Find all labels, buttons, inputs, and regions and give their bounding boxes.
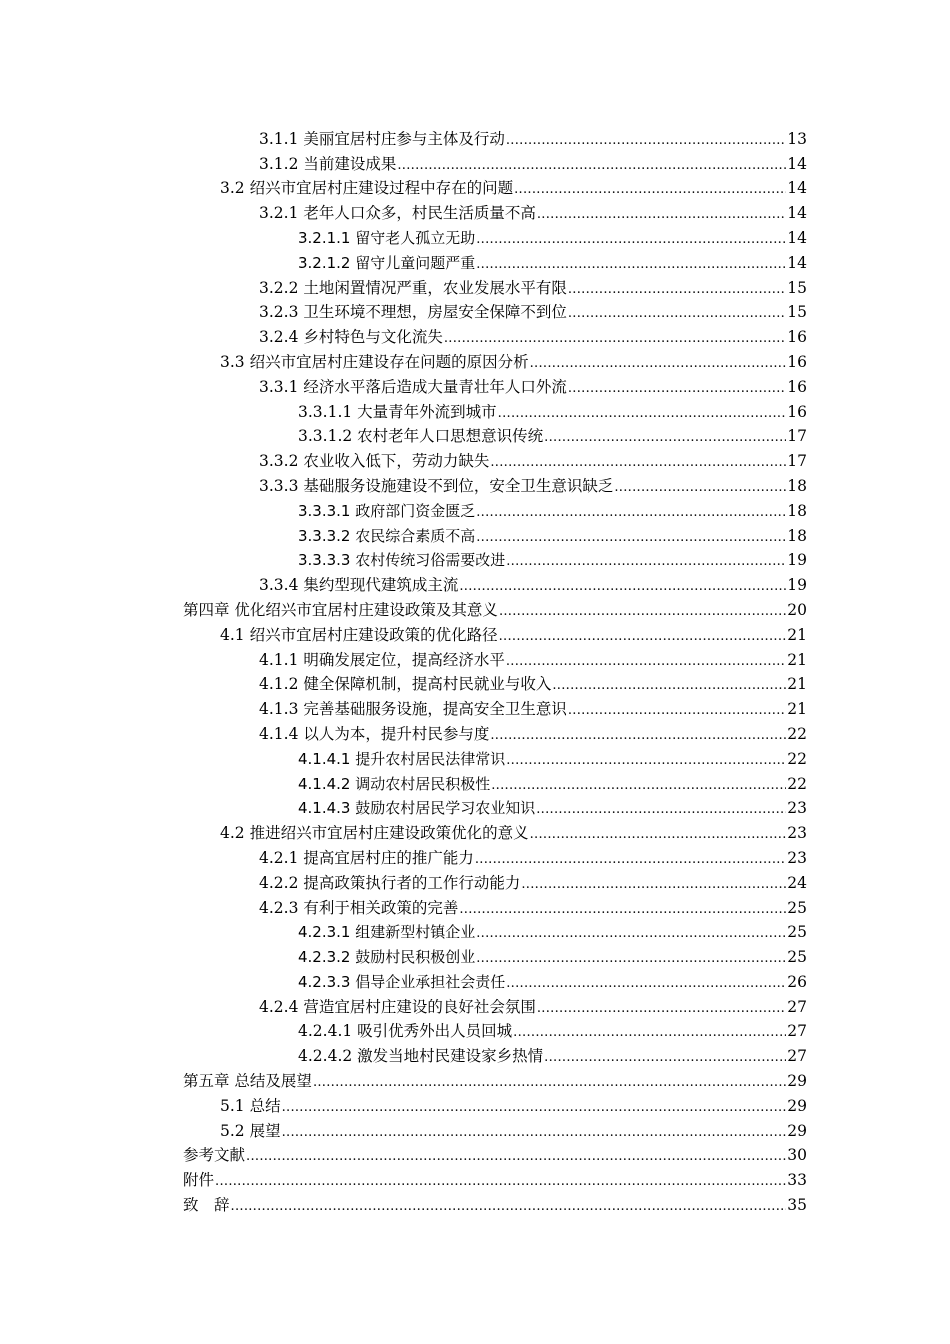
toc-entry-title: 4.2.3.1 组建新型村镇企业 <box>298 923 476 942</box>
toc-leader-dots <box>506 975 786 992</box>
toc-entry[interactable] <box>0 694 950 719</box>
toc-entry-title: 3.2 绍兴市宜居村庄建设过程中存在的问题 <box>220 179 514 198</box>
toc-entry[interactable] <box>0 570 950 595</box>
toc-leader-dots <box>537 1000 786 1017</box>
toc-entry[interactable] <box>0 496 950 521</box>
toc-leader-dots <box>506 132 786 149</box>
toc-entry[interactable] <box>0 967 950 992</box>
toc-leader-dots <box>499 628 787 645</box>
toc-entry-title: 3.1.2 当前建设成果 <box>259 154 397 173</box>
toc-entry-page: 27 <box>787 997 807 1016</box>
toc-entry[interactable] <box>0 595 950 620</box>
toc-entry-title: 3.3.3 基础服务设施建设不到位，安全卫生意识缺乏 <box>259 476 614 495</box>
toc-leader-dots <box>544 1049 786 1066</box>
toc-entry-title: 4.2.4.2 激发当地村民建设家乡热情 <box>298 1047 544 1066</box>
toc-leader-dots <box>544 429 786 446</box>
toc-entry-title: 5.1 总结 <box>220 1096 281 1115</box>
toc-entry[interactable] <box>0 620 950 645</box>
toc-leader-dots <box>536 801 786 818</box>
toc-entry-title: 3.3.1.2 农村老年人口思想意识传统 <box>298 427 544 446</box>
toc-entry-title: 3.2.2 土地闲置情况严重，农业发展水平有限 <box>259 278 567 297</box>
toc-entry-title: 3.2.1.2 留守儿童问题严重 <box>298 253 476 272</box>
toc-leader-dots <box>282 1099 787 1116</box>
toc-entry[interactable] <box>0 670 950 695</box>
toc-entry-page: 14 <box>787 253 807 272</box>
toc-entry[interactable] <box>0 1017 950 1042</box>
toc-entry-title: 3.2.3 卫生环境不理想，房屋安全保障不到位 <box>259 303 567 322</box>
toc-entry[interactable] <box>0 347 950 372</box>
toc-entry-page: 16 <box>787 352 807 371</box>
toc-leader-dots <box>513 1024 786 1041</box>
toc-entry-page: 21 <box>787 675 807 694</box>
toc-entry[interactable] <box>0 992 950 1017</box>
toc-leader-dots <box>215 1173 786 1190</box>
toc-entry-page: 21 <box>787 700 807 719</box>
toc-entry[interactable] <box>0 1141 950 1166</box>
toc-entry-title: 3.3.4 集约型现代建筑成主流 <box>259 576 459 595</box>
toc-entry[interactable] <box>0 546 950 571</box>
toc-entry[interactable] <box>0 843 950 868</box>
toc-entry-page: 18 <box>787 501 807 520</box>
toc-leader-dots <box>246 1148 786 1165</box>
toc-entry-page: 29 <box>787 1121 807 1140</box>
toc-leader-dots <box>506 752 786 769</box>
toc-entry-title: 3.3.1.1 大量青年外流到城市 <box>298 402 497 421</box>
toc-leader-dots <box>499 603 786 620</box>
toc-entry-title: 4.1.4.2 调动农村居民积极性 <box>298 774 491 793</box>
toc-entry-title: 3.2.4 乡村特色与文化流失 <box>259 328 443 347</box>
toc-entry-title: 4.2.3.2 鼓励村民积极创业 <box>298 948 476 967</box>
toc-leader-dots <box>506 653 786 670</box>
toc-entry-title: 参考文献 <box>183 1146 246 1165</box>
toc-entry[interactable] <box>0 248 950 273</box>
toc-entry-title: 4.2.1 提高宜居村庄的推广能力 <box>259 848 474 867</box>
toc-entry-page: 15 <box>787 278 807 297</box>
toc-entry-page: 14 <box>787 204 807 223</box>
toc-entry[interactable] <box>0 322 950 347</box>
toc-entry[interactable] <box>0 422 950 447</box>
toc-leader-dots <box>506 553 786 570</box>
toc-leader-dots <box>475 851 786 868</box>
toc-entry-page: 19 <box>787 551 807 570</box>
toc-entry-page: 27 <box>787 1047 807 1066</box>
toc-leader-dots <box>231 1198 787 1215</box>
toc-leader-dots <box>614 479 786 496</box>
toc-entry-title: 4.2.2 提高政策执行者的工作行动能力 <box>259 873 521 892</box>
toc-entry-page: 18 <box>787 526 807 545</box>
toc-leader-dots <box>476 504 786 521</box>
toc-entry[interactable] <box>0 174 950 199</box>
toc-leader-dots <box>476 231 786 248</box>
toc-leader-dots <box>568 305 786 322</box>
toc-entry-page: 19 <box>787 576 807 595</box>
toc-entry-page: 24 <box>787 873 807 892</box>
toc-entry[interactable] <box>0 942 950 967</box>
toc-leader-dots <box>282 1124 787 1141</box>
toc-entry-page: 29 <box>787 1096 807 1115</box>
toc-entry-title: 3.3 绍兴市宜居村庄建设存在问题的原因分析 <box>220 352 529 371</box>
toc-entry[interactable] <box>0 719 950 744</box>
toc-entry-page: 22 <box>787 774 807 793</box>
toc-entry-title: 4.1.4.3 鼓励农村居民学习农业知识 <box>298 799 536 818</box>
toc-entry-page: 20 <box>787 600 807 619</box>
toc-leader-dots <box>490 727 786 744</box>
toc-entry-title: 3.2.1 老年人口众多，村民生活质量不高 <box>259 204 536 223</box>
toc-entry-title: 附件 <box>183 1171 215 1190</box>
toc-entry-page: 17 <box>787 427 807 446</box>
toc-leader-dots <box>530 826 787 843</box>
toc-entry-page: 17 <box>787 452 807 471</box>
table-of-contents <box>0 124 950 1215</box>
toc-entry[interactable] <box>0 521 950 546</box>
toc-entry-page: 15 <box>787 303 807 322</box>
toc-leader-dots <box>521 876 786 893</box>
toc-entry-page: 22 <box>787 749 807 768</box>
toc-entry[interactable] <box>0 868 950 893</box>
toc-entry-page: 25 <box>787 948 807 967</box>
toc-entry-page: 35 <box>787 1196 807 1215</box>
toc-entry[interactable] <box>0 744 950 769</box>
toc-entry-title: 3.3.1 经济水平落后造成大量青壮年人口外流 <box>259 377 567 396</box>
toc-leader-dots <box>498 405 787 422</box>
toc-entry-title: 4.1.2 健全保障机制，提高村民就业与收入 <box>259 675 552 694</box>
toc-entry[interactable] <box>0 124 950 149</box>
toc-entry-title: 3.3.3.2 农民综合素质不高 <box>298 526 476 545</box>
toc-entry-title: 第五章 总结及展望 <box>183 1072 312 1091</box>
toc-entry-title: 第四章 优化绍兴市宜居村庄建设政策及其意义 <box>183 600 498 619</box>
toc-leader-dots <box>476 925 786 942</box>
toc-entry-page: 21 <box>787 650 807 669</box>
toc-entry-title: 4.2.4.1 吸引优秀外出人员回城 <box>298 1022 513 1041</box>
toc-entry-page: 16 <box>787 328 807 347</box>
toc-leader-dots <box>552 677 786 694</box>
toc-entry[interactable] <box>0 1165 950 1190</box>
toc-leader-dots <box>491 777 786 794</box>
toc-entry-page: 25 <box>787 898 807 917</box>
toc-entry-page: 23 <box>787 824 807 843</box>
toc-entry-title: 4.2.3.3 倡导企业承担社会责任 <box>298 972 506 991</box>
toc-entry[interactable] <box>0 1190 950 1215</box>
toc-leader-dots <box>568 380 786 397</box>
toc-leader-dots <box>568 281 786 298</box>
toc-entry[interactable] <box>0 918 950 943</box>
toc-entry[interactable] <box>0 818 950 843</box>
toc-entry[interactable] <box>0 893 950 918</box>
toc-leader-dots <box>568 702 786 719</box>
toc-leader-dots <box>476 256 786 273</box>
toc-entry[interactable] <box>0 471 950 496</box>
toc-entry[interactable] <box>0 794 950 819</box>
toc-entry-page: 27 <box>787 1022 807 1041</box>
toc-leader-dots <box>490 454 786 471</box>
toc-entry-title: 4.2.3 有利于相关政策的完善 <box>259 898 459 917</box>
toc-leader-dots <box>514 181 786 198</box>
toc-entry-title: 4.2 推进绍兴市宜居村庄建设政策优化的意义 <box>220 824 529 843</box>
toc-entry[interactable] <box>0 1116 950 1141</box>
toc-leader-dots <box>530 355 787 372</box>
toc-entry[interactable] <box>0 446 950 471</box>
toc-entry-title: 4.2.4 营造宜居村庄建设的良好社会氛围 <box>259 997 536 1016</box>
toc-entry-title: 4.1.3 完善基础服务设施，提高安全卫生意识 <box>259 700 567 719</box>
toc-entry-page: 16 <box>787 402 807 421</box>
toc-entry[interactable] <box>0 273 950 298</box>
toc-entry-page: 25 <box>787 923 807 942</box>
toc-entry[interactable] <box>0 372 950 397</box>
toc-leader-dots <box>459 578 786 595</box>
toc-entry[interactable] <box>0 1091 950 1116</box>
toc-entry-page: 14 <box>787 154 807 173</box>
toc-leader-dots <box>444 330 786 347</box>
toc-entry-page: 29 <box>787 1072 807 1091</box>
toc-leader-dots <box>313 1074 786 1091</box>
toc-entry-page: 22 <box>787 724 807 743</box>
toc-entry-title: 3.3.2 农业收入低下，劳动力缺失 <box>259 452 490 471</box>
toc-entry-page: 23 <box>787 848 807 867</box>
toc-entry[interactable] <box>0 1066 950 1091</box>
toc-entry[interactable] <box>0 645 950 670</box>
toc-entry-page: 30 <box>787 1146 807 1165</box>
toc-entry-title: 4.1.1 明确发展定位，提高经济水平 <box>259 650 505 669</box>
toc-entry-page: 23 <box>787 799 807 818</box>
toc-entry-title: 4.1.4 以人为本，提升村民参与度 <box>259 724 490 743</box>
toc-entry-title: 3.3.3.1 政府部门资金匮乏 <box>298 501 476 520</box>
toc-entry-title: 4.1 绍兴市宜居村庄建设政策的优化路径 <box>220 625 498 644</box>
toc-entry-page: 14 <box>787 179 807 198</box>
toc-entry-title: 5.2 展望 <box>220 1121 281 1140</box>
toc-entry-page: 16 <box>787 377 807 396</box>
toc-entry-title: 3.3.3.3 农村传统习俗需要改进 <box>298 551 506 570</box>
toc-leader-dots <box>476 950 786 967</box>
toc-leader-dots <box>476 529 786 546</box>
toc-leader-dots <box>397 157 786 174</box>
toc-entry[interactable] <box>0 298 950 323</box>
toc-entry-page: 33 <box>787 1171 807 1190</box>
toc-entry[interactable] <box>0 198 950 223</box>
toc-entry-title: 致 辞 <box>183 1196 230 1215</box>
toc-leader-dots <box>537 206 786 223</box>
toc-entry-title: 3.2.1.1 留守老人孤立无助 <box>298 228 476 247</box>
toc-leader-dots <box>459 901 786 918</box>
toc-entry-page: 14 <box>787 228 807 247</box>
toc-entry-page: 21 <box>787 625 807 644</box>
toc-entry-title: 3.1.1 美丽宜居村庄参与主体及行动 <box>259 129 505 148</box>
toc-entry[interactable] <box>0 769 950 794</box>
toc-entry[interactable] <box>0 223 950 248</box>
toc-entry[interactable] <box>0 1041 950 1066</box>
toc-entry-page: 18 <box>787 476 807 495</box>
toc-entry-title: 4.1.4.1 提升农村居民法律常识 <box>298 749 506 768</box>
toc-entry-page: 26 <box>787 972 807 991</box>
toc-entry-page: 13 <box>787 129 807 148</box>
toc-entry[interactable] <box>0 149 950 174</box>
toc-entry[interactable] <box>0 397 950 422</box>
